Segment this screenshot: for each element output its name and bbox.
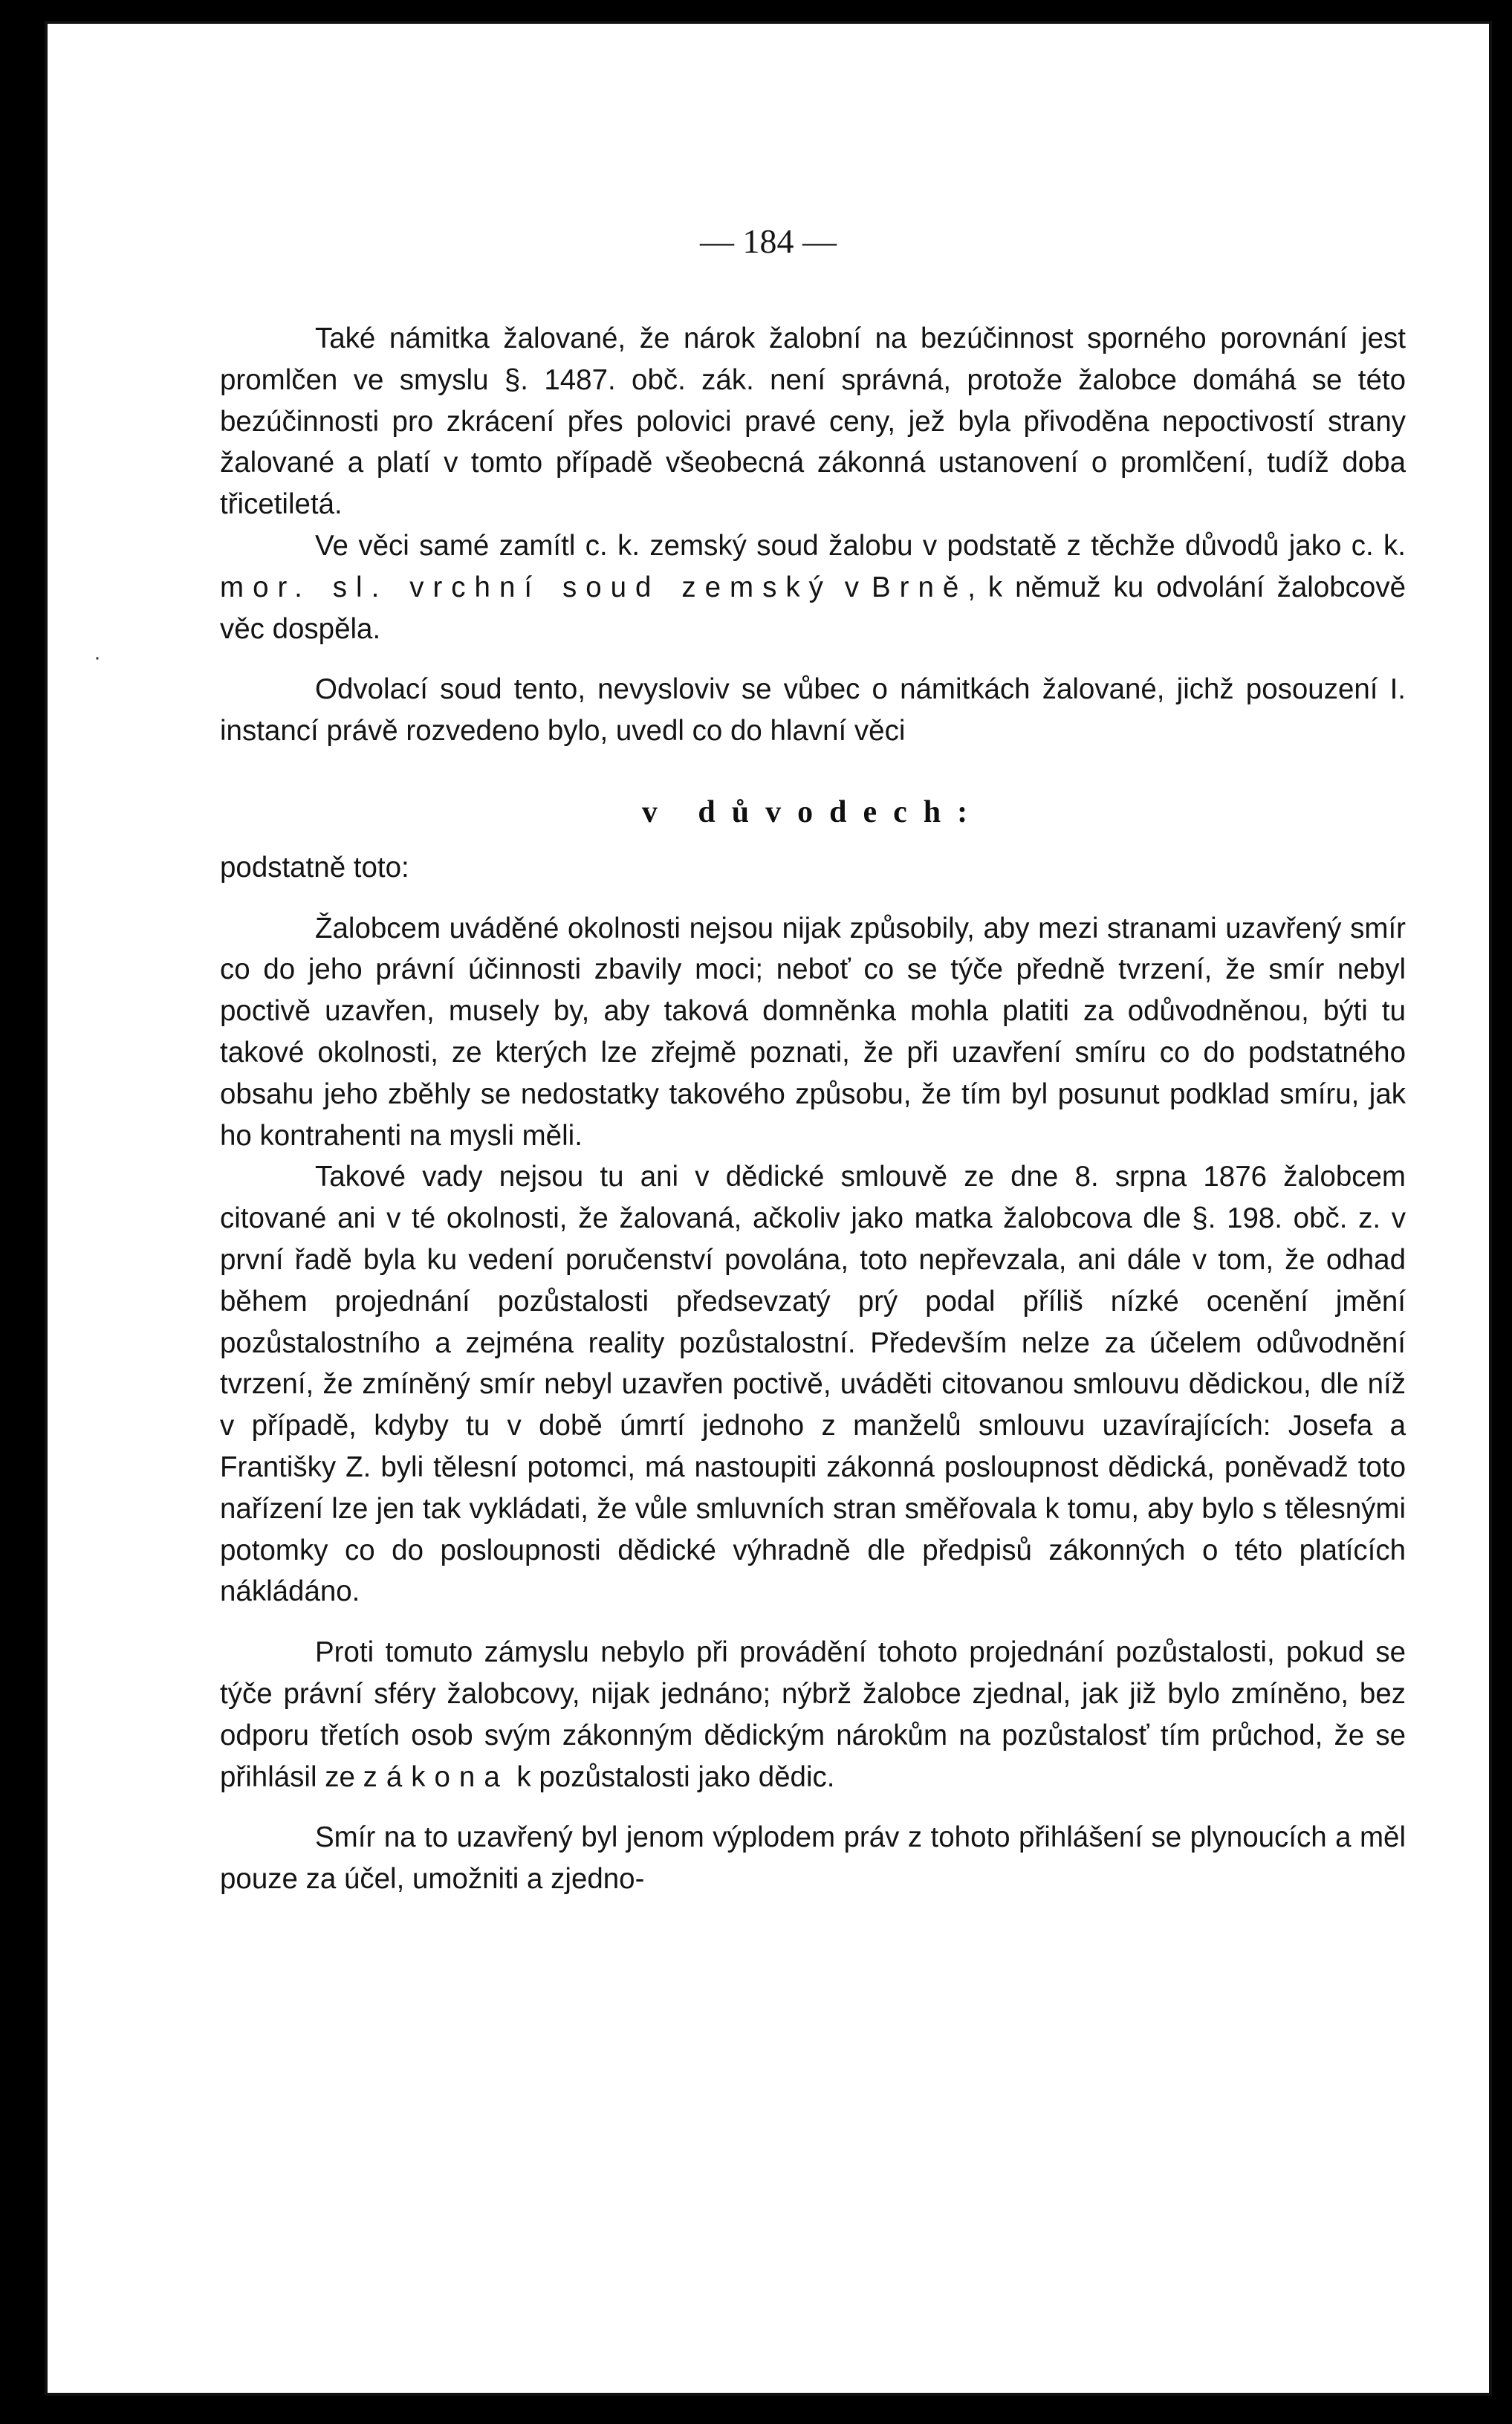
paragraph-lower-court-ruling — [220, 525, 1406, 649]
paragraph-2-text-c: , k němuž ku odvolání žalobcově věc dospěla. — [220, 571, 1406, 645]
paragraph-2-text-a: Ve věci samé zamítl c. k. zemský soud žalobu v podstatě z těchže důvodů jako c. k. — [315, 529, 1406, 562]
body-text — [220, 318, 1406, 1900]
paragraph-estate-proceedings — [220, 1632, 1406, 1798]
paragraph-2-text-b: v — [831, 571, 872, 603]
scanned-page — [45, 21, 1492, 2396]
paragraph-settlement: Smír na to uzavřený byl jenom výplodem práv z tohoto přihlášení se plynoucích a měl pouze za účel, umožniti a zjedno- — [220, 1821, 1406, 1896]
paragraph-intro: podstatně toto: — [220, 851, 409, 884]
city-name: Brně — [871, 571, 968, 603]
paragraph-inheritance-contract: Takové vady nejsou tu ani v dědické smlouvě ze dne 8. srpna 1876 žalobcem citované ani v té okolnosti, že žalovaná, ačkoliv jako matka žalobcova dle §. 198. obč. z. v první řadě byla ku vedení poručenství povolána, toto nepřevzala, ani dále v tom, že odhad během projednání pozůstalosti předsevzatý prý podal příliš nízké ocenění jmění pozůstalostního a zejména reality pozůstalostní. Především nelze za účelem odůvodnění tvrzení, že zmíněný smír nebyl uzavřen poctivě, uváděti citovanou smlouvu dědickou, dle níž v případě, kdyby tu v době úmrtí jednoho z manželů smlouvu uzavírajících: Josefa a Františky Z. byli tělesní potomci, má nastoupiti zákonná posloupnost dědická, poněvadž toto nařízení lze jen tak vykládati, že vůle smluvních stran směřovala k tomu, aby bylo s tělesnými potomky co do posloupnosti dědické výhradně dle předpisů zákonných o této platících nákládáno. — [220, 1161, 1406, 1608]
paragraph-7-text-b: k pozůstalosti jako dědic. — [508, 1760, 835, 1793]
margin-speck: · — [94, 645, 101, 670]
page-number: — 184 — — [700, 222, 837, 260]
paragraph-7-text-a: Proti tomuto zámyslu nebylo při provádění tohoto projednání pozůstalosti, pokud se týče právní sféry žalobcovy, nijak jednáno; nýbrž žalobce zjednal, jak již bylo zmíněno, bez odporu třetích osob svým zákonným dědickým nárokům na pozůstalosť tím průchod, že se přihlásil ze — [220, 1636, 1406, 1793]
spaced-word-law: zákona — [363, 1760, 509, 1793]
court-name: mor. sl. vrchní soud zemský — [220, 571, 832, 603]
paragraph-appeal-court: Odvolací soud tento, nevysloviv se vůbec o námitkách žalované, jichž posouzení I. instancí právě rozvedeno bylo, uvedl co do hlavní věci — [220, 673, 1406, 748]
section-heading: v důvodech: — [641, 794, 984, 829]
paragraph-prescription-objection: Také námitka žalované, že nárok žalobní na bezúčinnost sporného porovnání jest promlčen ve smyslu §. 1487. obč. zák. není správná, protože žalobce domáhá se této bezúčinnosti pro zkrácení přes polovici pravé ceny, jež byla přivoděna nepoctivostí strany žalované a platí v tomto případě všeobecná zákonná ustanovení o promlčení, tudíž doba třicetiletá. — [220, 323, 1406, 521]
paragraph-circumstances: Žalobcem uváděné okolnosti nejsou nijak způsobily, aby mezi stranami uzavřený smír co do jeho právní účinnosti zbavily moci; neboť co se týče předně tvrzení, že smír nebyl poctivě uzavřen, musely by, aby taková domněnka mohla platiti za odůvodněnou, býti tu takové okolnosti, ze kterých lze zřejmě poznati, že při uzavření smíru co do podstatného obsahu jeho zběhly se nedostatky takového způsobu, že tím byl posunut podklad smíru, jak ho kontrahenti na mysli měli. — [220, 912, 1406, 1152]
